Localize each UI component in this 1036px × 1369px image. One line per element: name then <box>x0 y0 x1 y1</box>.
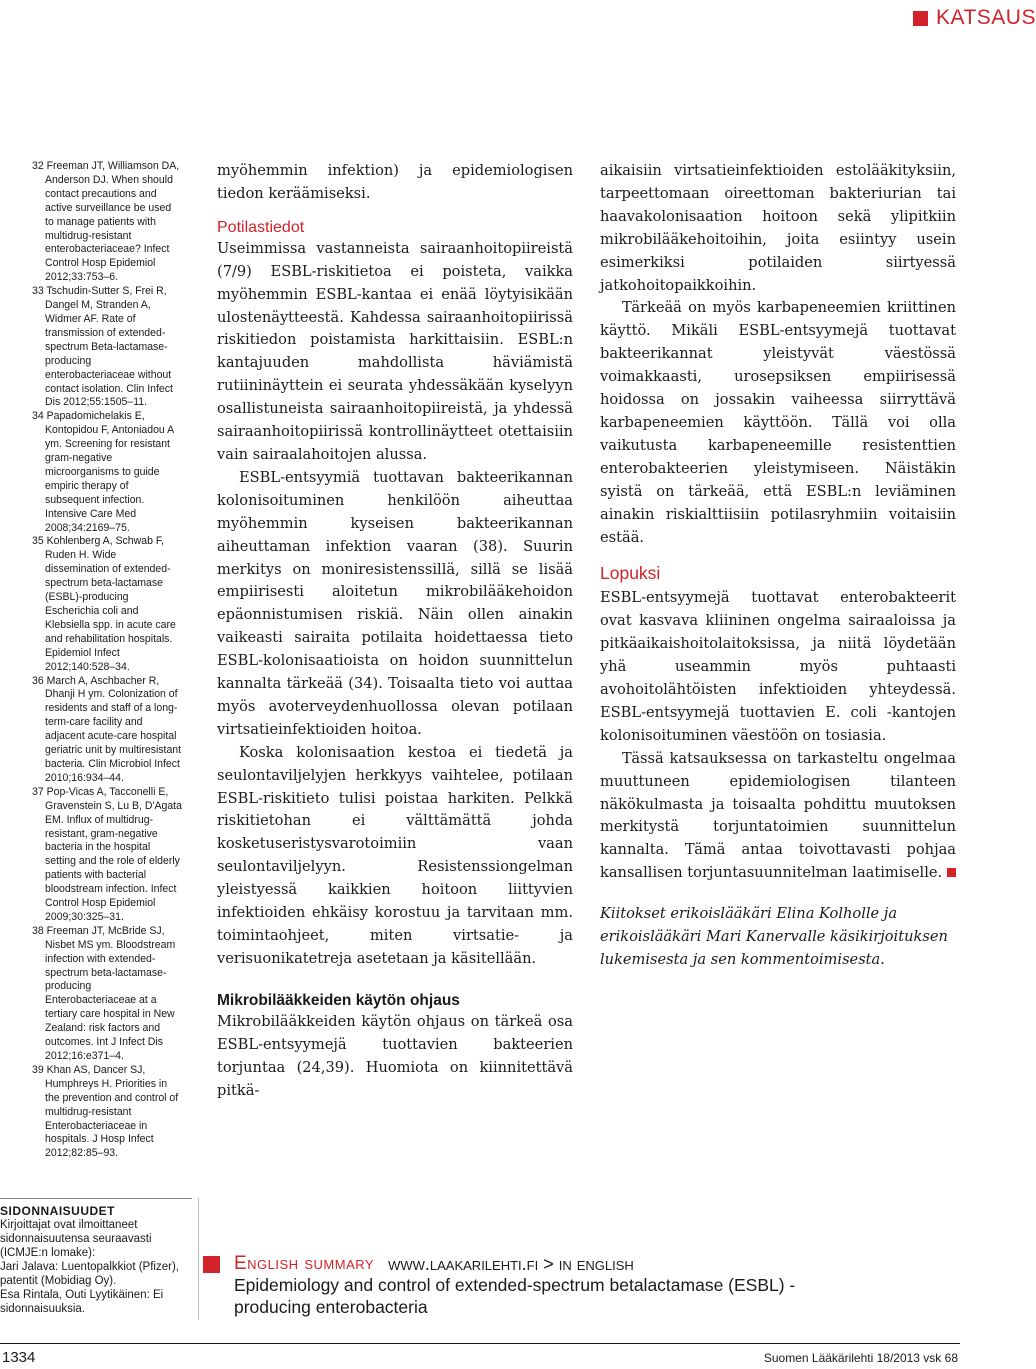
disclosures-box <box>0 1198 192 1316</box>
page-footer <box>0 1343 960 1369</box>
paragraph: Koska kolonisaation kestoa ei tiedetä ja seulontaviljelyjen herkkyys vaihtelee, potilaan ESBL-riskitieto tulisi poistaa harkiten. Pelkkä riskitietohan ei välttämättä johda kosketuseristysvarotoimiin vaan seulontaviljelyyn. Resistenssiongelman yleistyessä kaikkien hoitoon liittyvien infektioiden ehkäisy korostuu ja tarvitaan mm. toimintaohjeet, miten virtsatie- ja verisuonikatetreja asetetaan ja käsitellään. <box>217 743 573 967</box>
heading-mikrobilaakkeiden-kayton-ohjaus: Mikrobilääkkeiden käytön ohjaus <box>217 991 460 1009</box>
reference-item: 37 Pop-Vicas A, Tacconelli E, Gravenstein S, Lu B, D'Agata EM. Influx of multidrug-resistant, gram-negative bacteria in the hospital setting and the role of elderly patients with bacterial bloodstream infection. Infect Control Hosp Epidemiol 2009;30:325–31. <box>32 785 182 923</box>
reference-item: 39 Khan AS, Dancer SJ, Humphreys H. Priorities in the prevention and control of multidrug-resistant Enterobacteriaceae in hospitals. J Hosp Infect 2012;82:85–93. <box>32 1063 179 1160</box>
reference-item: 36 March A, Aschbacher R, Dhanji H ym. Colonization of residents and staff of a long-term-care facility and adjacent acute-care hospital geriatric unit by multiresistant bacteria. Clin Microbiol Infect 2010;16:934–44. <box>32 674 182 784</box>
paragraph: Useimmissa vastanneista sairaanhoitopiireistä (7/9) ESBL-riskitietoa ei poisteta, vaikka myöhemmin ESBL-kantaa ei enää löytyisikään ulostenäytteestä. Kahdessa sairaanhoitopiirissä riskitiedon poistamista harkittaisiin. ESBL:n kantajuuden mahdollista häviämistä rutiininäyttein ei seurata yhdessäkään kyselyyn osallistuneista sairaanhoitopiireistä, ja yhdessä sairaanhoitopiirissä kontrollinäytteet otettaisiin vain sairaalahoitojen alussa. <box>217 239 573 463</box>
acknowledgements: Kiitokset erikoislääkäri Elina Kolholle ja erikoislääkäri Mari Kanervalle käsikirjoituksen lukemisesta ja sen kommentoimisesta. <box>600 905 948 968</box>
disclosures-title: SIDONNAISUUDET <box>0 1204 116 1218</box>
disclosure-line: Jari Jalava: Luentopalkkiot (Pfizer), patentit (Mobidiag Oy). <box>0 1261 179 1287</box>
english-summary-label: English summary <box>234 1253 375 1274</box>
disclosure-line: Kirjoittajat ovat ilmoittaneet sidonnaisuutensa seuraavasti (ICMJE:n lomake): <box>0 1219 152 1259</box>
disclosure-line: Esa Rintala, Outi Lyytikäinen: Ei sidonnaisuuksia. <box>0 1289 164 1315</box>
english-summary-title: Epidemiology and control of extended-spectrum betalactamase (ESBL) -producing enterobacteria <box>234 1275 796 1317</box>
paragraph: myöhemmin infektion) ja epidemiologisen tiedon keräämiseksi. <box>217 162 573 202</box>
paragraph: Mikrobilääkkeiden käytön ohjaus on tärkeä osa ESBL-entsyymejä tuottavien bakteerien torjuntaa (24,39). Huomiota on kiinnitettävä pitkä- <box>217 1012 573 1099</box>
reference-item: 32 Freeman JT, Williamson DA, Anderson DJ. When should contact precautions and active surveillance be used to manage patients with multidrug-resistant enterobacteriaceae? Infect Control Hosp Epidemiol 2012;33:753–6. <box>32 160 180 284</box>
paragraph: ESBL-entsyymiä tuottavan bakteerikannan kolonisoituminen henkilöön aiheuttaa myöhemmin kyseisen bakteerikannan aiheuttaman infektion vaaran (38). Suurin merkitys on moniresistenssillä, sillä se lisää empiirisesti aloitetun mikrobilääkehoidon epäonnistumisen riskiä. Näin ollen ainakin vaikeasti sairaita potilaita hoidettaessa tieto ESBL-kolonisaatioista on hoidon suunnittelun kannalta tärkeää (34). Toisaalta tieto voi auttaa myös avoterveydenhuollossa olevan potilaan virtsatieinfektioiden hoitoa. <box>217 468 573 738</box>
journal-info: Suomen Lääkärilehti 18/2013 vsk 68 <box>763 1351 958 1365</box>
section-marker-icon <box>913 11 928 26</box>
body-column-right <box>600 160 956 972</box>
paragraph: ESBL-entsyymejä tuottavat enterobakteerit ovat kasvava kliininen ongelma sairaaloissa ja pitkäaikaishoitolaitoksissa, ja niitä löydetään yhä useammin myös puhtaasti avohoitolähtöisten infektioiden yhteydessä. ESBL-entsyymejä tuottavien E. coli -kantojen kolonisoituminen väestöön on tosiasia. <box>600 589 956 744</box>
summary-marker-icon <box>203 1256 220 1273</box>
reference-item: 35 Kohlenberg A, Schwab F, Ruden H. Wide dissemination of extended-spectrum beta-lactamase (ESBL)-producing Escherichia coli and Klebsiella spp. in acute care and rehabilitation hospitals. Epidemiol Infect 2012;140:528–34. <box>32 535 176 673</box>
paragraph: aikaisiin virtsatieinfektioiden estolääkityksiin, tarpeettomaan oireettoman bakteriurian tai haavakolonisaation hoitoon sekä ylipitkiin mikrobilääkehoitoihin, joita esiintyy usein esimerkiksi potilaiden siirtyessä jatkohoitopaikkoihin. <box>600 162 956 294</box>
paragraph <box>600 748 956 885</box>
page-number: 1334 <box>2 1349 36 1366</box>
paragraph-text: Tässä katsauksessa on tarkasteltu ongelmaa muuttuneen epidemiologisen tilanteen näkökulmasta ja toisaalta pohdittu muutoksen merkitystä torjuntatoimien suunnittelun kannalta. Tämä antaa toivottavasti pohjaa kansallisen torjuntasuunnitelman laatimiselle. <box>600 749 956 882</box>
heading-lopuksi: Lopuksi <box>600 563 661 584</box>
paragraph: Tärkeää on myös karbapeneemien kriittinen käyttö. Mikäli ESBL-entsyymejä tuottavat bakteerikannat yleistyvät väestössä voimakkaasti, urosepsiksen empiirisessä hoidossa on jossakin vaiheessa siirryttävä karbapeneemien käyttöön. Tällä voi olla vaikutusta karbapeneemille resistenttien enterobakteerien yleistymiseen. Näistäkin syistä on tärkeää, että ESBL:n leviäminen ainakin riskialttiisiin potilasryhmiin voitaisiin estää. <box>600 299 956 546</box>
english-summary <box>203 1254 803 1318</box>
reference-item: 34 Papadomichelakis E, Kontopidou F, Antoniadou A ym. Screening for resistant gram-negative microorganisms to guide empiric therapy of subsequent infection. Intensive Care Med 2008;34:2169–75. <box>32 410 174 534</box>
reference-item: 33 Tschudin-Sutter S, Frei R, Dangel M, Stranden A, Widmer AF. Rate of transmission of extended-spectrum Beta-lactamase-producing enterobacteriaceae without contact isolation. Clin Infect Dis 2012;55:1505–11. <box>32 285 173 409</box>
section-tag <box>913 6 1036 30</box>
reference-list <box>32 160 183 1161</box>
heading-potilastiedot: Potilastiedot <box>217 218 305 236</box>
english-summary-link[interactable]: www.laakarilehti.fi > in english <box>388 1254 634 1274</box>
body-column-middle <box>217 160 573 1102</box>
vertical-divider <box>198 1198 199 1320</box>
section-label: KATSAUS <box>936 6 1036 29</box>
reference-item: 38 Freeman JT, McBride SJ, Nisbet MS ym. Bloodstream infection with extended-spectrum beta-lactamase-producing Enterobacteriaceae at a tertiary care hospital in New Zealand: risk factors and outcomes. Int J Infect Dis 2012;16:e371–4. <box>32 924 176 1062</box>
end-mark-icon <box>947 868 956 877</box>
